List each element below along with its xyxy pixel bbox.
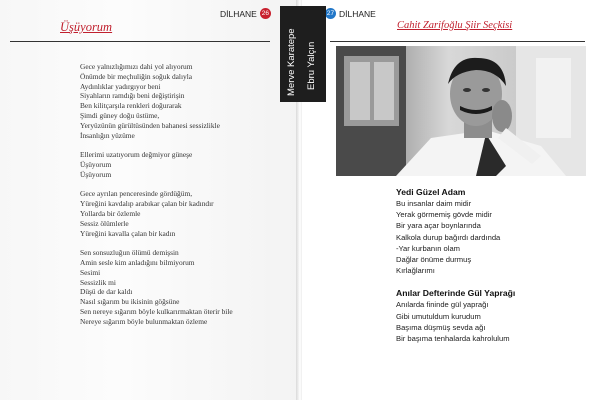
left-brand: DİLHANE xyxy=(220,8,257,19)
right-poems xyxy=(396,186,586,344)
poem-line: Anılarda fininde gül yaprağı xyxy=(396,300,489,310)
poem-line: Yerak görmemiş gövde midir xyxy=(396,210,492,220)
poem-line: Bir yara açar boynlarında xyxy=(396,221,481,231)
poem-line: Yollarda bir özlemle xyxy=(80,208,141,218)
stanza-gap xyxy=(80,238,290,248)
right-brand: DİLHANE xyxy=(339,8,376,19)
author-photo xyxy=(336,46,586,176)
author-tab xyxy=(280,6,326,102)
poem-line: Sen sonsuzluğun ölümü demişsin xyxy=(80,248,179,258)
right-page-title: Cahit Zarifoğlu Şiir Seçkisi xyxy=(397,20,513,31)
poem-line: Kalkola durup bağırdı dardında xyxy=(396,232,501,242)
right-page-header xyxy=(325,8,376,19)
portrait-image xyxy=(336,46,586,176)
poem-line: Üşüyorum xyxy=(80,169,112,179)
poem-line: Kırlağlarımı xyxy=(396,266,435,276)
poem-line: Bu insanlar daim midir xyxy=(396,199,472,208)
stanza-gap xyxy=(80,140,290,150)
poem-line: Bir başıma tenhalarda kahrolulum xyxy=(396,333,510,343)
poem-line: Yeryüzünün gürültüsünden bahanesi sessizlikle xyxy=(80,120,220,130)
poem-line: Ellerimi uzatıyorum değmiyor güneşe xyxy=(80,150,193,160)
left-poem-title: Üşüyorum xyxy=(60,20,113,34)
right-page-number: 27 xyxy=(326,10,335,17)
poem-line: Nereye sığarım böyle bulunmaktan özleme xyxy=(80,316,208,326)
poem-line: Gece ayrılan penceresinde gördüğüm, xyxy=(80,189,193,199)
stanza-gap xyxy=(80,180,290,190)
poem-line: Gibi umutuldum kurudum xyxy=(396,311,481,321)
poem-line: Nasıl sığarım bu ikisinin göğsüne xyxy=(80,297,180,307)
poem-line: Aydınlıklar yadırgıyor beni xyxy=(80,81,161,91)
poem-line: Şimdi güney doğu üstüme, xyxy=(80,110,160,120)
poem-line: İnsanlığın yüzüme xyxy=(80,130,135,140)
poem-line: Yüreğini kavalla çalan bir kadın xyxy=(80,228,176,238)
poem-line: Dağlar önüme durmuş xyxy=(396,254,472,264)
poem-line: Amin sesle kim anladığını bilmiyorum xyxy=(80,257,195,267)
poem-line: Siyahların ramdığı beni değiştirişin xyxy=(80,91,185,101)
right-title-rule xyxy=(330,41,585,42)
poem-line: Sessiz ölümlerle xyxy=(80,218,129,228)
left-title-rule xyxy=(10,41,270,42)
poem-title: Anılar Defterinde Gül Yaprağı xyxy=(396,288,516,299)
poem-line: Gece yalnızlığımızı dahi yol alıyorum xyxy=(80,62,193,71)
poem-line: Sessizlik mi xyxy=(80,277,116,287)
author-name: Ebru Yalçın xyxy=(306,41,317,90)
poem-line: Üşüyorum xyxy=(80,159,112,169)
author-name: Merve Karatepe xyxy=(286,28,297,96)
poem-gap xyxy=(396,276,586,287)
poem-line: Düşü de dar kaldı xyxy=(80,287,133,297)
poem-title: Yedi Güzel Adam xyxy=(396,187,466,197)
poem-line: Ben kilitçarşıla renkleri doğurarak xyxy=(80,101,182,111)
poem-line: Yüreğini kavdalıp arabıkar çalan bir kadındır xyxy=(80,199,214,209)
left-page-number: 26 xyxy=(261,10,269,17)
left-poem-body xyxy=(80,62,290,327)
poem-line: Önümde bir meçhuliğin soğuk dalıyla xyxy=(80,71,193,81)
poem-line: Sen nereye sığarım böyle kulkarırmaktan öterir bile xyxy=(80,306,233,316)
poem-line: -Yar kurbanın olam xyxy=(396,243,461,253)
poem-line: Başıma düşmüş sevda ağı xyxy=(396,322,486,332)
poem-line: Sesimi xyxy=(80,267,101,277)
left-page-header xyxy=(220,8,271,19)
